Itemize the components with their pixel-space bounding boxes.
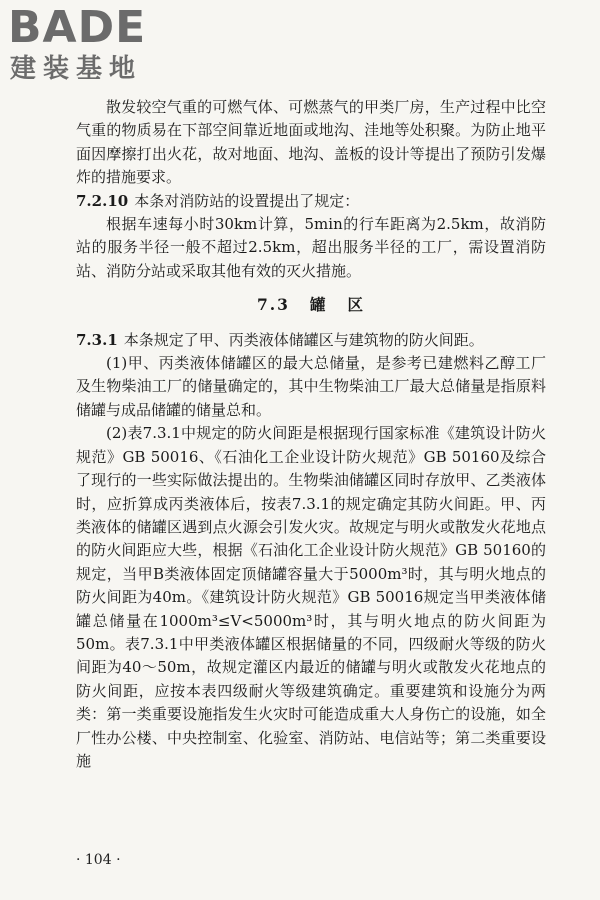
page-number: · 104 · — [76, 852, 121, 868]
clause-text: 本条规定了甲、丙类液体储罐区与建筑物的防火间距。 — [123, 330, 484, 349]
section-title — [76, 293, 546, 316]
paragraph-item-2: (2)表7.3.1中规定的防火间距是根据现行国家标准《建筑设计防火规范》GB 50016、《石油化工企业设计防火规范》GB 50160及综合了现行的一些实际做法提出的。生物柴油储罐区同时存放甲、乙类液体时，应折算成丙类液体后，按表7.3.1的规定确定其防火间距。甲、丙类液体的储罐区遇到点火源会引发火灾。故规定与明火或散发火花地点的防火间距应大些，根据《石油化工企业设计防火规范》GB 50160的规定，当甲B类液体固定顶储罐容量大于5000m³时，其与明火地点的防火间距为40m。《建筑设计防火规范》GB 50016规定当甲类液体储罐总储量在1000m³≤V<5000m³时，其与明火地点的防火间距为50m。表7.3.1中甲类液体罐区根据储量的不同，四级耐火等级的防火间距为40～50m，故规定灌区内最近的储罐与明火或散发火花地点的防火间距，应按本表四级耐火等级建筑确定。重要建筑和设施分为两类：第一类重要设施指发生火灾时可能造成重大人身伤亡的设施，如全厂性办公楼、中央控制室、化验室、消防站、电信站等；第二类重要设施 — [76, 424, 546, 770]
paragraph-item-1: (1)甲、丙类液体储罐区的最大总储量，是参考已建燃料乙醇工厂及生物柴油工厂的储量确定的，其中生物柴油工厂最大总储量是指原料储罐与成品储罐的储量总和。 — [76, 354, 546, 419]
paragraph-fire-station: 根据车速每小时30km计算，5min的行车距离为2.5km，故消防站的服务半径一般不超过2.5km，超出服务半径的工厂，需设置消防站、消防分站或采取其他有效的灭火措施。 — [76, 215, 546, 280]
page-body — [76, 96, 546, 773]
clause-text: 本条对消防站的设置提出了规定： — [134, 191, 360, 210]
clause-number: 7.3.1 — [76, 330, 118, 349]
section-title-b: 区 — [347, 295, 365, 315]
clause-7-2-10 — [76, 190, 546, 213]
paragraph-heavy-gas: 散发较空气重的可燃气体、可燃蒸气的甲类厂房，生产过程中比空气重的物质易在下部空间靠近地面或地沟、洼地等处积聚。为防止地平面因摩擦打出火花，故对地面、地沟、盖板的设计等提出了预防引发爆炸的措施要求。 — [76, 98, 546, 187]
logo-wordmark: BADE — [8, 2, 147, 53]
clause-7-3-1 — [76, 329, 546, 352]
section-title-a: 罐 — [309, 295, 328, 315]
bade-logo — [8, 2, 178, 88]
clause-number: 7.2.10 — [76, 191, 129, 210]
section-number: 7.3 — [257, 295, 290, 315]
logo-subtitle: 建装基地 — [10, 54, 143, 84]
